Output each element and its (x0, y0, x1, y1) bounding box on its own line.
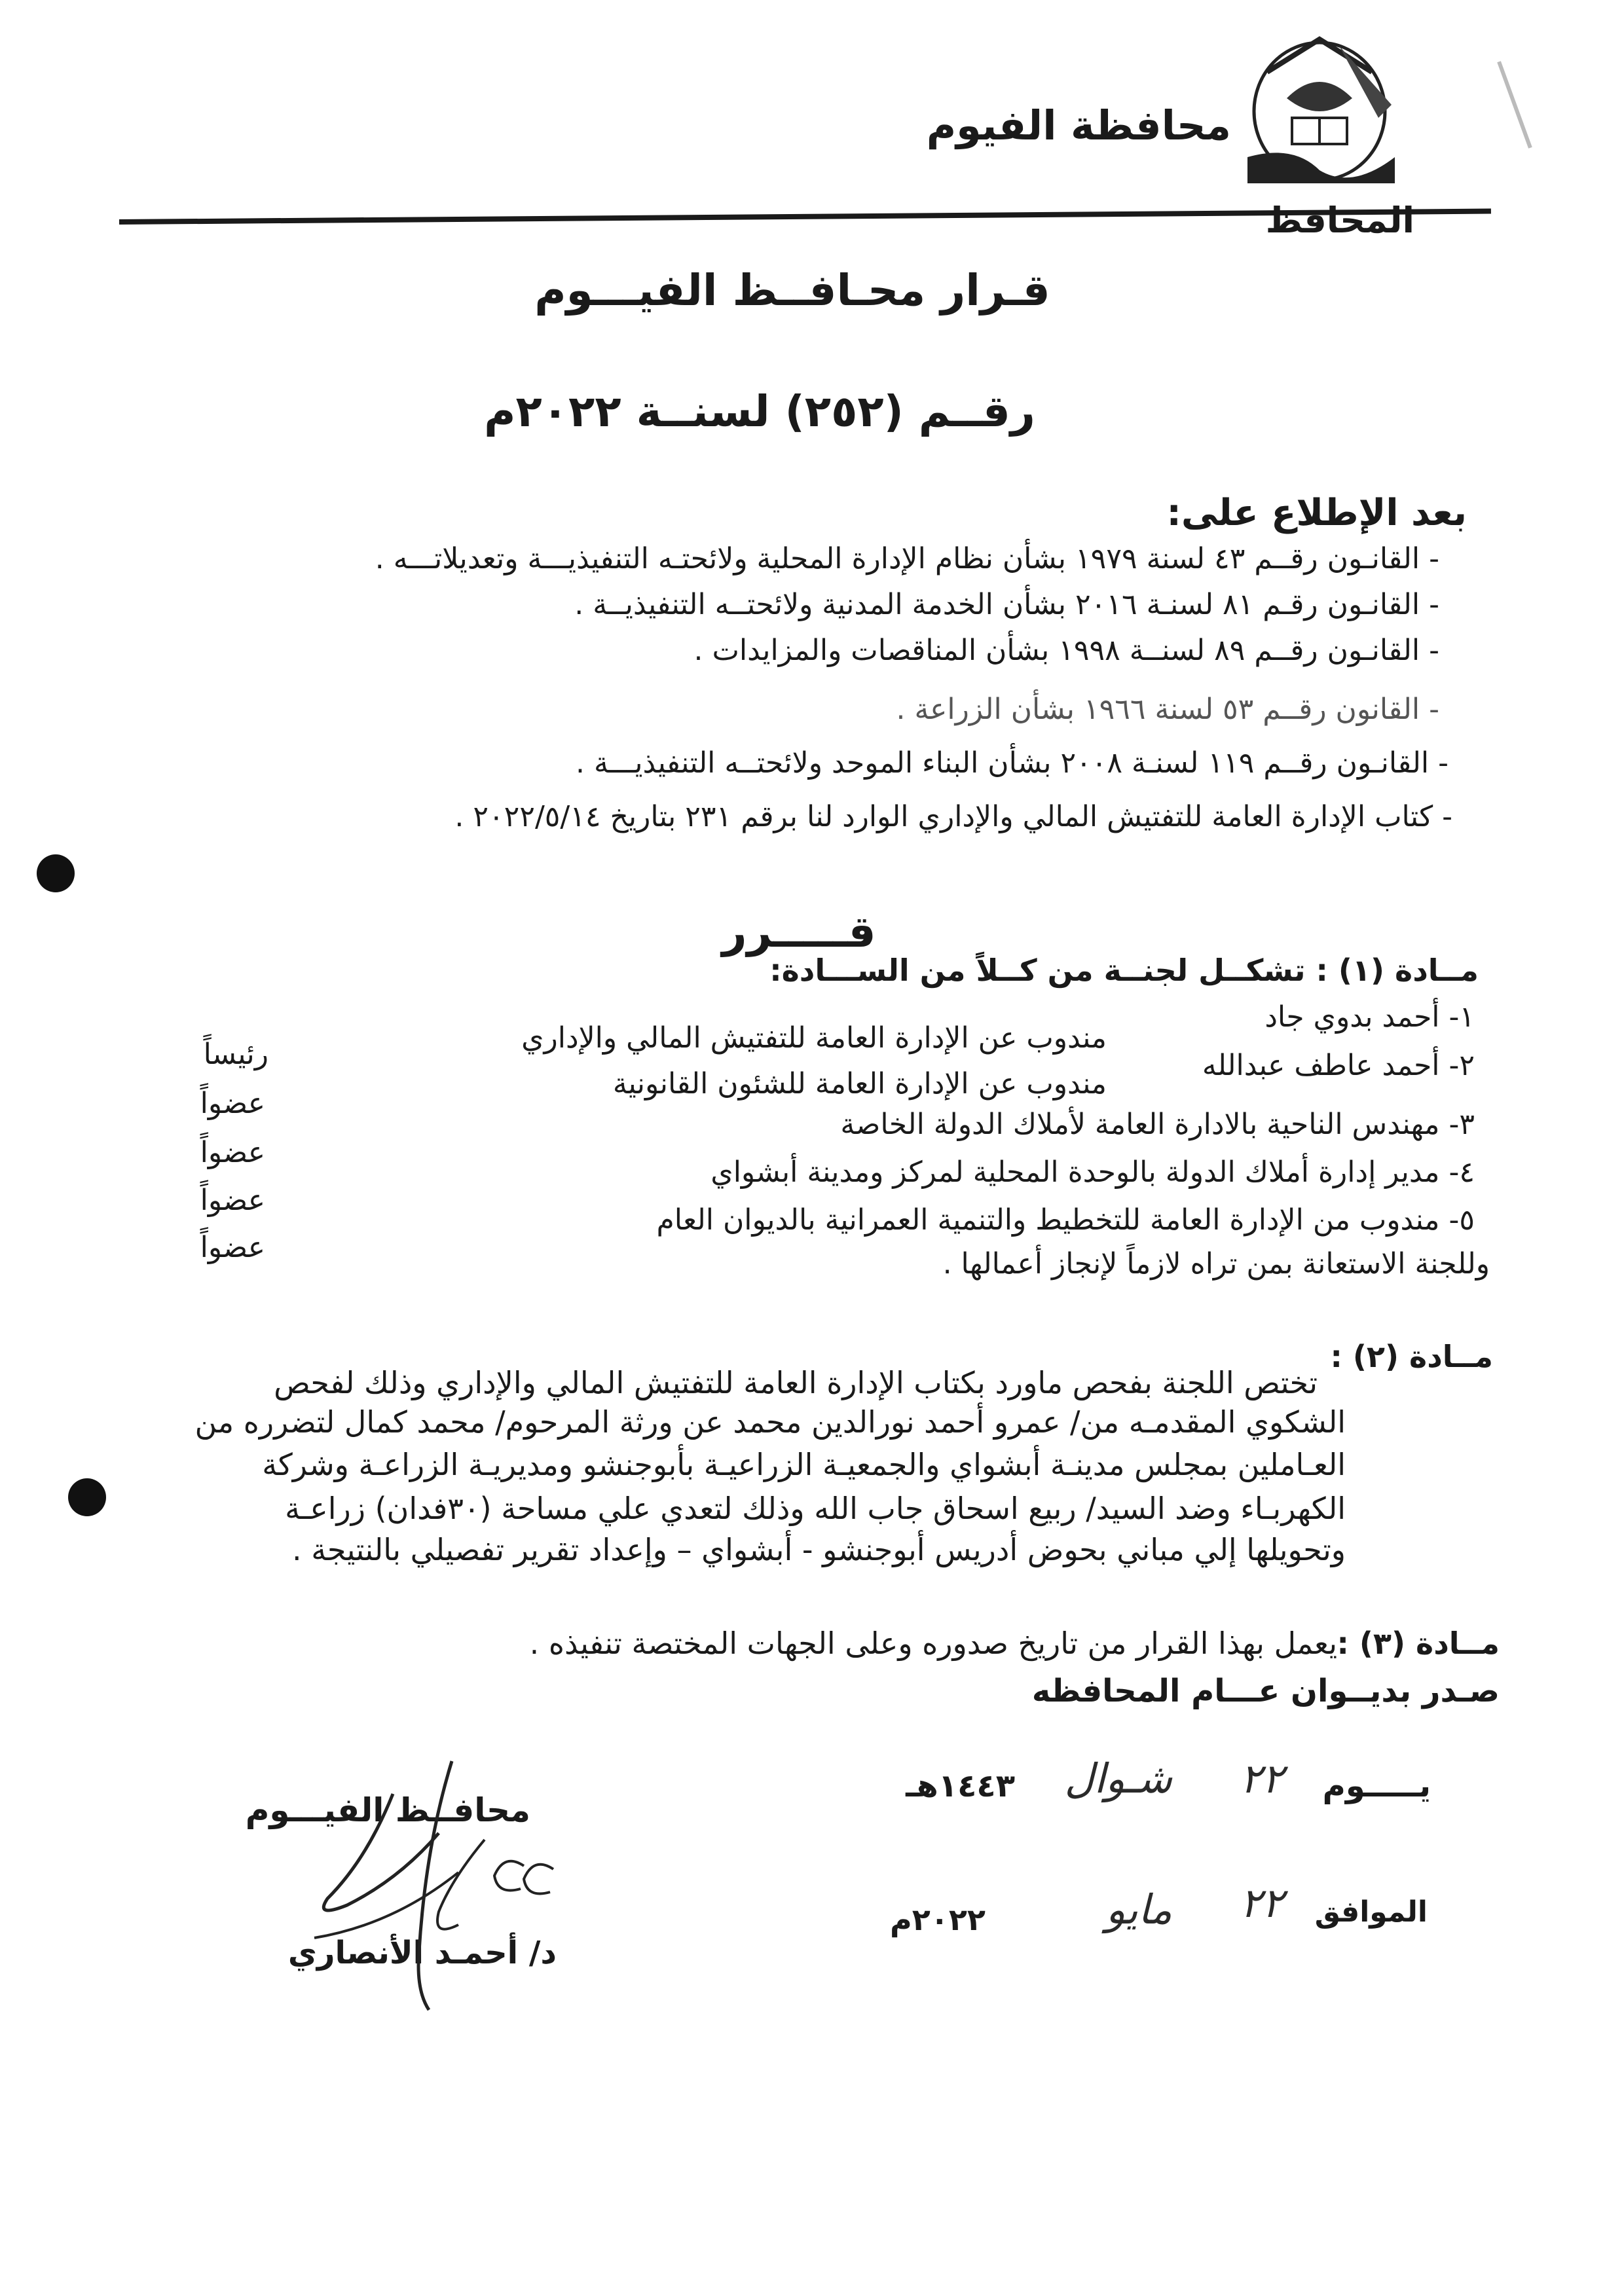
governor-label: المحافظ (1265, 200, 1414, 241)
governorate-seal-icon (1241, 26, 1398, 190)
article-1-heading: مــادة (١) : تشكــل لجنــة من كــلاً من الســـادة: (769, 953, 1479, 988)
article-2-line: العـاملين بمجلس مدينـة أبشواي والجمعيـة الزراعيـة بأبوجنشو ومديريـة الزراعـة وشركة (262, 1447, 1346, 1482)
article-2-line: وتحويلها إلي مباني بحوض أدريس أبوجنشو - أبشواي – وإعداد تقرير تفصيلي بالنتيجة . (291, 1532, 1346, 1567)
hijri-date-label: يـــــوم (1322, 1768, 1431, 1804)
member-role: عضواً (200, 1136, 265, 1169)
article-1-closing: وللجنة الاستعانة بمن تراه لازماً لإنجاز أعمالها . (942, 1247, 1490, 1281)
preamble-item: - القانـون رقــم ٨٩ لسنــة ١٩٩٨ بشأن المناقصات والمزايدات . (693, 634, 1439, 667)
handwritten-signature (288, 1741, 563, 2016)
member-description: ٤- مدير إدارة أملاك الدولة بالوحدة المحلية لمركز ومدينة أبشواي (710, 1156, 1475, 1189)
preamble-heading: بعد الإطلاع على: (1166, 492, 1467, 534)
article-2-line: الكهربـاء وضد السيد/ ربيع اسحاق جاب الله وذلك لتعدي علي مساحة (٣٠فدان) زراعـة (285, 1491, 1346, 1526)
decision-heading: قـــــرر (722, 907, 876, 957)
issued-line: صـدر بديــوان عـــام المحافظه (1031, 1673, 1500, 1709)
office-name: محافظة الفيوم (926, 101, 1231, 149)
hijri-year: ١٤٤٣هـ (906, 1768, 1015, 1804)
article-3-text: يعمل بهذا القرار من تاريخ صدوره وعلى الجهات المختصة تنفيذه . (529, 1626, 1337, 1661)
gregorian-year: ٢٠٢٢م (889, 1902, 986, 1937)
member-role: عضواً (200, 1231, 265, 1264)
article-2-line: تختص اللجنة بفحص ماورد بكتاب الإدارة العامة للتفتيش المالي والإداري وذلك لفحص (274, 1365, 1318, 1400)
decree-title: قـرار محـافــظ الفيـــوم (534, 265, 1050, 316)
gregorian-month: مايو (1105, 1886, 1172, 1933)
member-description: ٣- مهندس الناحية بالادارة العامة لأملاك الدولة الخاصة (840, 1108, 1475, 1141)
signatory-name: د/ أحمـد الأنصاري (287, 1935, 557, 1971)
hijri-day: ٢٢ (1240, 1755, 1283, 1802)
gregorian-day: ٢٢ (1240, 1879, 1283, 1927)
gregorian-date-label: الموافق (1314, 1895, 1428, 1929)
article-2-label: مــادة (٢) : (1330, 1339, 1493, 1374)
punch-hole-top (37, 854, 75, 892)
signatory-title: محافــظ الفيـــوم (245, 1791, 530, 1829)
scan-edge-mark (1497, 61, 1532, 149)
preamble-item: - القانون رقــم ٥٣ لسنة ١٩٦٦ بشأن الزراعة . (896, 693, 1439, 726)
hijri-month: شـوال (1064, 1755, 1172, 1802)
member-description: مندوب عن الإدارة العامة للشئون القانونية (612, 1067, 1107, 1101)
member-role: عضواً (200, 1184, 265, 1217)
member-description: مندوب عن الإدارة العامة للتفتيش المالي والإداري (521, 1021, 1107, 1055)
member-role: رئيساً (203, 1038, 268, 1071)
preamble-item: - القانـون رقــم ٤٣ لسنة ١٩٧٩ بشأن نظام الإدارة المحلية ولائحتـه التنفيذيـــة وتعديلاتـــه . (375, 542, 1439, 575)
decree-number: رقــم (٢٥٢) لسنــة ٢٠٢٢م (484, 386, 1035, 437)
preamble-item: - القانـون رقـم ٨١ لسنـة ٢٠١٦ بشأن الخدمة المدنية ولائحتــه التنفيذيــة . (574, 588, 1439, 621)
punch-hole-bottom (68, 1478, 106, 1516)
member-name: ١- أحمد بدوي جاد (1264, 1000, 1475, 1034)
preamble-item: - كتاب الإدارة العامة للتفتيش المالي والإداري الوارد لنا برقم ٢٣١ بتاريخ ٢٠٢٢/٥/١٤ . (454, 800, 1452, 833)
article-2-line: الشكوي المقدمـه من/ عمرو أحمد نورالدين محمد عن ورثة المرحوم/ محمد كمال لتضرره من (194, 1404, 1346, 1440)
article-3-label: مــادة (٣) : (1337, 1626, 1500, 1661)
member-description: ٥- مندوب من الإدارة العامة للتخطيط والتنمية العمرانية بالديوان العام (656, 1203, 1475, 1237)
member-role: عضواً (200, 1087, 265, 1120)
member-name: ٢- أحمد عاطف عبدالله (1202, 1049, 1475, 1082)
preamble-item: - القانـون رقــم ١١٩ لسنـة ٢٠٠٨ بشأن البناء الموحد ولائحتــه التنفيذيـــة . (576, 746, 1449, 780)
